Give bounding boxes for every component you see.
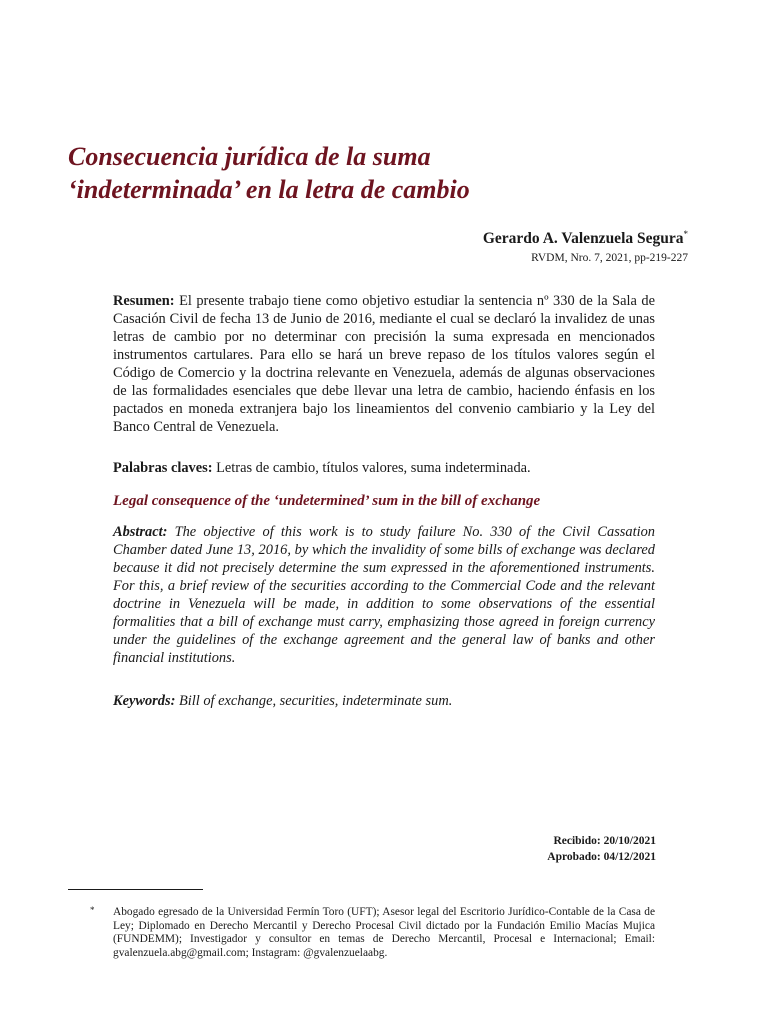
author-footnote: Abogado egresado de la Universidad Fermín Toro (UFT); Asesor legal del Escritorio Jurídico-Contable de la Casa de Ley; Diplomado en Derecho Mercantil y Derecho Procesal Civil dictado por la Fundación Emilio Macías Mujica (FUNDEMM); Investigador y consultor en temas de Derecho Mercantil, Procesal e Internacional; Email: gvalenzuela.abg@gmail.com; Instagram: @gvalenzuelaabg. [113, 906, 655, 959]
keywords-label: Keywords: [113, 693, 176, 709]
keywords-paragraph [113, 692, 655, 710]
author-name-text: Gerardo A. Valenzuela Segura [482, 230, 684, 248]
article-title-line-2: ‘indeterminada’ en la letra de cambio [68, 175, 470, 204]
author-name [483, 229, 688, 248]
resumen-label: Resumen: [113, 293, 175, 309]
english-title: Legal consequence of the ‘undetermined’ sum in the bill of exchange [113, 493, 541, 509]
abstract-text: The objective of this work is to study failure No. 330 of the Civil Cassation Chamber dated June 13, 2016, by which the invalidity of some bills of exchange was declared because it did not precisely determine the sum expressed in the aforementioned instruments. For this, a brief review of the securities according to the Commercial Code and the relevant doctrine in Venezuela will be made, in addition to some observations of the essential formalities that a bill of exchange must carry, emphasizing those agreed in foreign currency under the guidelines of the exchange agreement and the general law of banks and other financial institutions. [113, 524, 655, 666]
palabras-claves-label: Palabras claves: [113, 460, 213, 476]
submission-dates [547, 833, 656, 865]
journal-citation: RVDM, Nro. 7, 2021, pp-219-227 [531, 252, 688, 264]
approved-date: Aprobado: 04/12/2021 [547, 851, 656, 863]
resumen-text: El presente trabajo tiene como objetivo estudiar la sentencia nº 330 de la Sala de Casación Civil de fecha 13 de Junio de 2016, mediante el cual se declaró la invalidez de unas letras de cambio por no determinar con precisión la suma expresada en mencionados instrumentos cartulares. Para ello se hará un breve repaso de los títulos valores según el Código de Comercio y la doctrina relevante en Venezuela, además de algunas observaciones de las formalidades esenciales que debe llevar una letra de cambio, haciendo énfasis en los pactados en moneda extranjera bajo los lineamientos del convenio cambiario y la Ley del Banco Central de Venezuela. [113, 293, 655, 435]
article-title-line-1: Consecuencia jurídica de la suma [68, 142, 431, 171]
keywords-text: Bill of exchange, securities, indeterminate sum. [175, 693, 453, 709]
abstract-paragraph [113, 523, 655, 667]
footnote-marker: * [90, 905, 95, 915]
palabras-claves-paragraph [113, 459, 655, 477]
resumen-paragraph [113, 292, 655, 436]
article-title [68, 140, 708, 206]
footnote-divider [68, 889, 203, 890]
received-date: Recibido: 20/10/2021 [553, 835, 656, 847]
author-footnote-marker[interactable]: * [683, 229, 688, 239]
abstract-label: Abstract: [113, 524, 168, 540]
palabras-claves-text: Letras de cambio, títulos valores, suma indeterminada. [212, 460, 531, 476]
